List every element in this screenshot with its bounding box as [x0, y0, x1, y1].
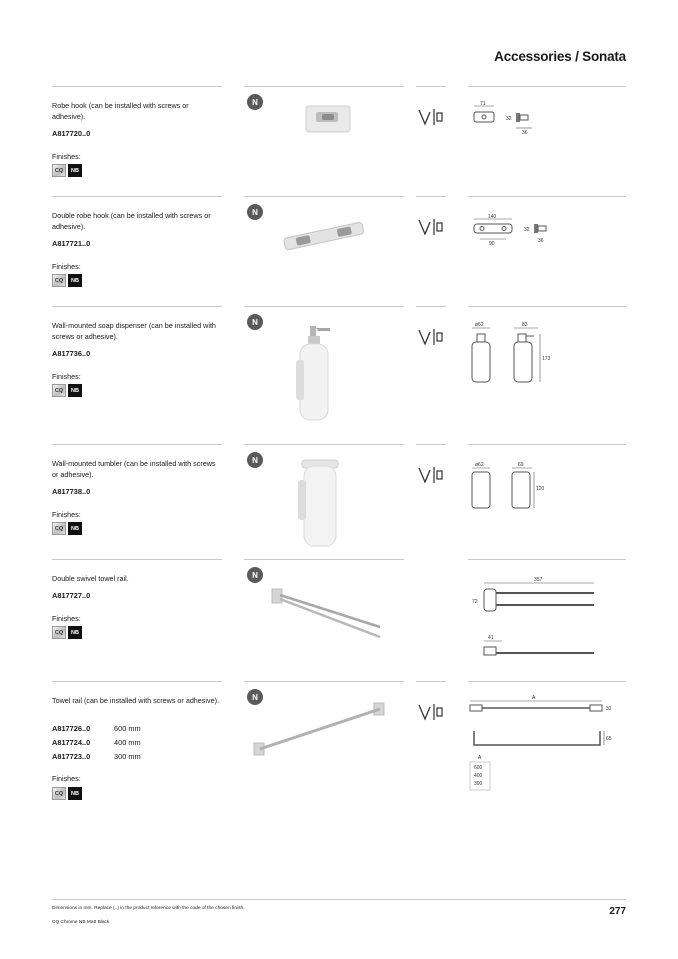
size-table-value: 400 [474, 773, 483, 779]
screw-adhesive-install-icon [416, 216, 446, 238]
size-table-header: A [478, 755, 482, 761]
screw-adhesive-install-icon [416, 326, 446, 348]
dimension-length-label: A [532, 695, 536, 701]
finish-chrome-swatch[interactable]: CQ [52, 164, 66, 177]
screw-adhesive-install-icon [416, 701, 446, 723]
product-code: A817723..0 [52, 752, 91, 761]
towel-rail-image [244, 697, 404, 767]
tumbler-image [244, 456, 404, 552]
row-divider [52, 559, 222, 560]
row-divider [468, 86, 626, 87]
product-code: A817721..0 [52, 239, 91, 248]
dimensions-footnote: Dimensions in mm. Replace (..) in the product reference with the code of the chosen finish. [52, 906, 245, 911]
product-row-robe-hook [0, 86, 678, 196]
row-divider [52, 306, 222, 307]
row-divider [416, 86, 446, 87]
product-code: A817720..0 [52, 129, 91, 138]
product-row-soap-dispenser [0, 306, 678, 444]
dimension-depth-label: 83 [522, 322, 528, 328]
finish-swatches [52, 164, 82, 177]
finish-matt-black-swatch[interactable]: NB [68, 626, 82, 639]
dimension-diameter-label: ø62 [475, 322, 484, 328]
product-row-tumbler [0, 444, 678, 559]
finish-swatches [52, 274, 82, 287]
new-badge: N [247, 204, 263, 220]
page-title: Accessories / Sonata [494, 49, 626, 64]
finish-chrome-swatch[interactable]: CQ [52, 274, 66, 287]
dimension-depth-label: 41 [488, 635, 494, 641]
product-description: Robe hook (can be installed with screws or adhesive). [52, 101, 189, 121]
new-badge: N [247, 94, 263, 110]
soap-dispenser-image [244, 320, 404, 430]
double-robe-hook-dimension-drawing [468, 212, 626, 252]
product-code: A817738..0 [52, 487, 91, 496]
dimension-depth-label: 36 [538, 238, 544, 244]
size-table-value: 600 [474, 765, 483, 771]
product-code: A817727..0 [52, 591, 91, 600]
product-code: A817736..0 [52, 349, 91, 358]
size-table-value: 300 [474, 781, 483, 787]
double-robe-hook-image [244, 212, 404, 262]
footer-divider [52, 899, 626, 900]
dimension-depth-label: 36 [522, 130, 528, 136]
product-description: Double robe hook (can be installed with screws or adhesive). [52, 211, 211, 231]
row-divider [244, 444, 404, 445]
product-variant [52, 752, 141, 761]
new-badge: N [247, 452, 263, 468]
dimension-diameter-label: ø62 [475, 462, 484, 468]
finishes-label: Finishes: [52, 614, 81, 623]
finishes-label: Finishes: [52, 372, 81, 381]
product-variant [52, 724, 141, 733]
dimension-depth-label: 69 [518, 462, 524, 468]
finish-chrome-swatch[interactable]: CQ [52, 384, 66, 397]
row-divider [416, 306, 446, 307]
product-description: Double swivel towel rail. [52, 574, 129, 583]
product-row-towel-rail [0, 681, 678, 891]
double-swivel-towel-rail-image [244, 573, 404, 653]
dimension-height-label: 173 [542, 356, 551, 362]
product-code: A817724..0 [52, 738, 91, 747]
dimension-width-label: 140 [488, 214, 497, 220]
product-variant [52, 738, 141, 747]
double-swivel-towel-rail-dimension-drawing [468, 577, 626, 667]
dimension-height-label: 32 [606, 706, 612, 712]
product-row-double-swivel-towel-rail [0, 559, 678, 681]
dimension-height-label: 120 [536, 486, 545, 492]
finish-legend: CQ Chrome NB Matt Black [52, 920, 110, 925]
new-badge: N [247, 314, 263, 330]
finish-matt-black-swatch[interactable]: NB [68, 274, 82, 287]
row-divider [244, 681, 404, 682]
finish-matt-black-swatch[interactable]: NB [68, 787, 82, 800]
row-divider [244, 559, 404, 560]
row-divider [244, 86, 404, 87]
finish-chrome-swatch[interactable]: CQ [52, 787, 66, 800]
finish-swatches [52, 626, 82, 639]
row-divider [468, 196, 626, 197]
row-divider [244, 306, 404, 307]
finish-chrome-swatch[interactable]: CQ [52, 522, 66, 535]
finish-chrome-swatch[interactable]: CQ [52, 626, 66, 639]
dimension-length-label: 357 [534, 577, 543, 583]
row-divider [468, 559, 626, 560]
row-divider [52, 444, 222, 445]
dimension-height-label: 32 [506, 116, 512, 122]
row-divider [52, 681, 222, 682]
finishes-label: Finishes: [52, 152, 81, 161]
soap-dispenser-dimension-drawing [468, 320, 626, 390]
finishes-label: Finishes: [52, 510, 81, 519]
dimension-width-label: 71 [480, 101, 486, 107]
product-description: Wall-mounted soap dispenser (can be installed with screws or adhesive). [52, 321, 216, 341]
row-divider [52, 196, 222, 197]
finish-matt-black-swatch[interactable]: NB [68, 522, 82, 535]
product-size: 600 mm [114, 724, 141, 733]
row-divider [416, 444, 446, 445]
dimension-spacing-label: 90 [489, 241, 495, 247]
robe-hook-dimension-drawing [468, 100, 626, 140]
tumbler-dimension-drawing [468, 460, 626, 520]
finish-swatches [52, 384, 82, 397]
product-size: 300 mm [114, 752, 141, 761]
row-divider [416, 196, 446, 197]
row-divider [468, 444, 626, 445]
dimension-depth-label: 65 [606, 736, 612, 742]
finishes-label: Finishes: [52, 774, 81, 783]
finish-matt-black-swatch[interactable]: NB [68, 164, 82, 177]
finishes-label: Finishes: [52, 262, 81, 271]
new-badge: N [247, 567, 263, 583]
screw-adhesive-install-icon [416, 464, 446, 486]
row-divider [244, 196, 404, 197]
product-description: Towel rail (can be installed with screws or adhesive). [52, 696, 219, 705]
row-divider [468, 306, 626, 307]
product-size: 400 mm [114, 738, 141, 747]
finish-swatches [52, 522, 82, 535]
row-divider [52, 86, 222, 87]
product-row-double-robe-hook [0, 196, 678, 306]
page-number: 277 [609, 906, 626, 917]
new-badge: N [247, 689, 263, 705]
row-divider [468, 681, 626, 682]
screw-adhesive-install-icon [416, 106, 446, 128]
product-code: A817726..0 [52, 724, 91, 733]
finish-matt-black-swatch[interactable]: NB [68, 384, 82, 397]
finish-swatches [52, 787, 82, 800]
towel-rail-dimension-drawing [468, 695, 626, 795]
product-description: Wall-mounted tumbler (can be installed with screws or adhesive). [52, 459, 216, 479]
robe-hook-image [244, 100, 404, 140]
dimension-height-label: 72 [472, 599, 478, 605]
dimension-height-label: 32 [524, 227, 530, 233]
row-divider [416, 681, 446, 682]
